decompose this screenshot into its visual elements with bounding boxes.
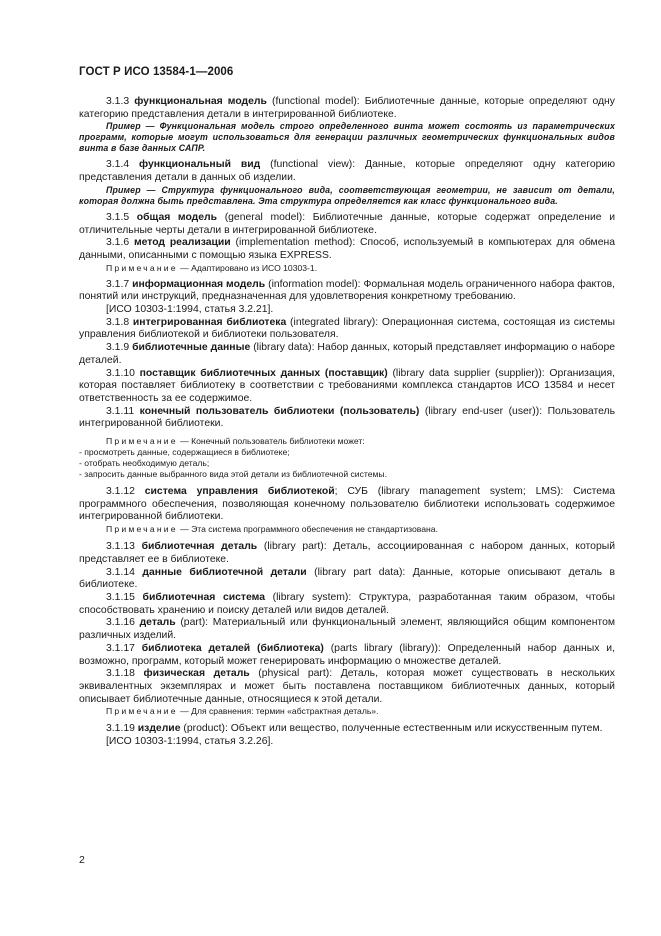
term-3-1-12 [79, 486, 615, 524]
term-number: 3.1.5 [106, 211, 130, 223]
term-name: библиотечная система [142, 591, 265, 603]
term-name: информационная модель [132, 278, 266, 290]
document-body [79, 96, 615, 749]
term-definition: (general model): Библиотечные данные, которые содержат определение и отличительные черты детали в интегрированной библиотеке. [79, 211, 616, 236]
term-number: 3.1.18 [106, 668, 135, 680]
term-number: 3.1.7 [106, 278, 130, 290]
term-number: 3.1.3 [106, 96, 130, 107]
note-text: — Конечный пользователь библиотеки может: [177, 436, 365, 447]
term-definition: (implementation method): Способ, используемый в компьютерах для обмена данными, описанными с помощью языка EXPRESS. [79, 237, 615, 261]
term-3-1-8 [79, 317, 615, 342]
term-definition: (product): Объект или вещество, полученные естественным или искусственным путем. [180, 723, 603, 735]
term-name: данные библиотечной детали [142, 566, 307, 578]
reference-1: [ИСО 10303-1:1994, статья 3.2.21]. [106, 304, 274, 316]
term-definition: (library data): Набор данных, который представляет информацию о наборе деталей. [79, 342, 616, 366]
note-text: — Эта система программного обеспечения не стандартизована. [177, 524, 438, 535]
note-list-item: - просмотреть данные, содержащиеся в библиотеке; [79, 447, 290, 458]
note-text: — Адаптировано из ИСО 10303-1. [177, 262, 318, 273]
term-definition: (part): Материальный или функциональный элемент, являющийся общим компонентом различных изделий. [79, 617, 615, 642]
example-2: Пример — Структура функционального вида, соответствующая геометрии, не зависит от детали, которая должна быть представлена. Эта структура определяется как класс функционального вида. [79, 184, 615, 206]
term-definition: ; СУБ (library management system; LMS): Система программного обеспечения, позволяющая конечному пользователю библиотеки использовать содержимое интегрированной библиотеки. [79, 486, 616, 523]
term-name: функциональный вид [139, 159, 261, 171]
term-name: интегрированная библиотека [132, 316, 287, 328]
term-number: 3.1.16 [106, 617, 135, 629]
term-number: 3.1.9 [106, 342, 130, 354]
term-3-1-11 [79, 406, 615, 431]
term-3-1-13 [79, 541, 615, 566]
term-number: 3.1.4 [106, 159, 130, 171]
note-4 [79, 706, 615, 717]
term-name: общая модель [136, 211, 218, 223]
example-1: Пример — Функциональная модель строго определенного винта может состоять из параметрических программ, которые могут использоваться для генерации различных геометрических функциональных видов винта в базе данных САПР. [79, 121, 615, 154]
term-definition: (library part data): Данные, которые описывают деталь в библиотеке. [79, 566, 616, 591]
term-number: 3.1.15 [106, 591, 135, 603]
document-header: ГОСТ Р ИСО 13584-1—2006 [79, 66, 234, 78]
term-3-1-15 [79, 592, 615, 617]
term-number: 3.1.6 [106, 237, 130, 249]
term-3-1-9 [79, 342, 615, 367]
term-3-1-14 [79, 567, 615, 592]
reference-2: [ИСО 10303-1:1994, статья 3.2.26]. [106, 736, 274, 748]
term-3-1-3 [79, 96, 615, 121]
term-number: 3.1.19 [106, 723, 135, 735]
term-3-1-17 [79, 643, 615, 668]
term-definition: (library system): Структура, разработанная таким образом, чтобы способствовать хранению и поиску деталей или видов деталей. [79, 591, 615, 616]
term-definition: (physical part): Деталь, которая может существовать в нескольких эквивалентных экземплярах и может быть поставлена поставщиком библиотечных данных, который описывает библиотечные данные, относящиеся к этой детали. [79, 668, 616, 705]
term-number: 3.1.12 [106, 486, 135, 498]
note-list-item: - отобрать необходимую деталь; [79, 458, 210, 469]
note-label: Примечание [106, 524, 178, 535]
page-number: 2 [79, 854, 85, 866]
term-definition: (integrated library): Операционная система, состоящая из системы управления библиотекой и библиотеки пользователя. [79, 316, 615, 341]
term-3-1-6 [79, 237, 615, 262]
note-text: — Для сравнения: термин «абстрактная деталь». [177, 706, 379, 717]
term-number: 3.1.13 [106, 541, 135, 553]
term-name: библиотека деталей (библиотека) [141, 642, 324, 654]
term-3-1-16 [79, 617, 615, 642]
term-definition: (parts library (library)): Определенный набор данных и, возможно, программ, который может генерировать информацию о множестве деталей. [79, 642, 615, 667]
term-3-1-19 [79, 723, 615, 736]
term-name: функциональная модель [134, 96, 267, 107]
term-3-1-10 [79, 368, 615, 406]
term-number: 3.1.8 [106, 316, 130, 328]
term-definition: (library part): Деталь, ассоциированная с набором данных, который представляет ее в библиотеке. [79, 541, 615, 565]
term-name: конечный пользователь библиотеки (пользователь) [139, 405, 420, 417]
note-1 [79, 263, 615, 274]
term-definition: (functional view): Данные, которые определяют одну категорию представления детали в данных об изделии. [79, 159, 616, 184]
term-3-1-5 [79, 212, 615, 237]
note-label: Примечание [106, 436, 178, 447]
term-name: система управления библиотекой [144, 486, 335, 498]
term-3-1-18 [79, 668, 615, 706]
term-3-1-4 [79, 159, 615, 184]
term-number: 3.1.17 [106, 642, 135, 654]
term-name: библиотечная деталь [141, 541, 258, 553]
note-2 [79, 436, 615, 480]
term-name: деталь [139, 617, 176, 629]
note-list-item: - запросить данные выбранного вида этой детали из библиотечной системы. [79, 469, 387, 480]
term-name: поставщик библиотечных данных (поставщик) [139, 367, 388, 379]
term-definition: (information model): Формальная модель ограниченного набора фактов, понятий или инструкций, предназначенная для удовлетворения конкретному требованию. [79, 278, 616, 303]
term-definition: (library end-user (user)): Пользователь интегрированной библиотеки. [79, 405, 616, 430]
note-label: Примечание [106, 262, 178, 273]
term-name: физическая деталь [143, 668, 250, 680]
term-number: 3.1.10 [106, 367, 135, 379]
note-intro [79, 436, 615, 447]
term-number: 3.1.14 [106, 566, 135, 578]
term-number: 3.1.11 [106, 405, 135, 417]
term-name: метод реализации [133, 237, 231, 249]
note-label: Примечание [106, 706, 178, 717]
term-3-1-7 [79, 279, 615, 304]
term-definition: (library data supplier (supplier)): Организация, которая поставляет библиотеку в соответствии с требованиями комплекса стандартов ИСО 13584 и несет ответственность за ее содержимое. [79, 367, 615, 404]
term-name: изделие [137, 723, 181, 735]
term-definition: (functional model): Библиотечные данные, которые определяют одну категорию представления детали в интегрированной библиотеке. [79, 96, 615, 120]
note-3 [79, 524, 615, 535]
term-name: библиотечные данные [132, 342, 251, 354]
